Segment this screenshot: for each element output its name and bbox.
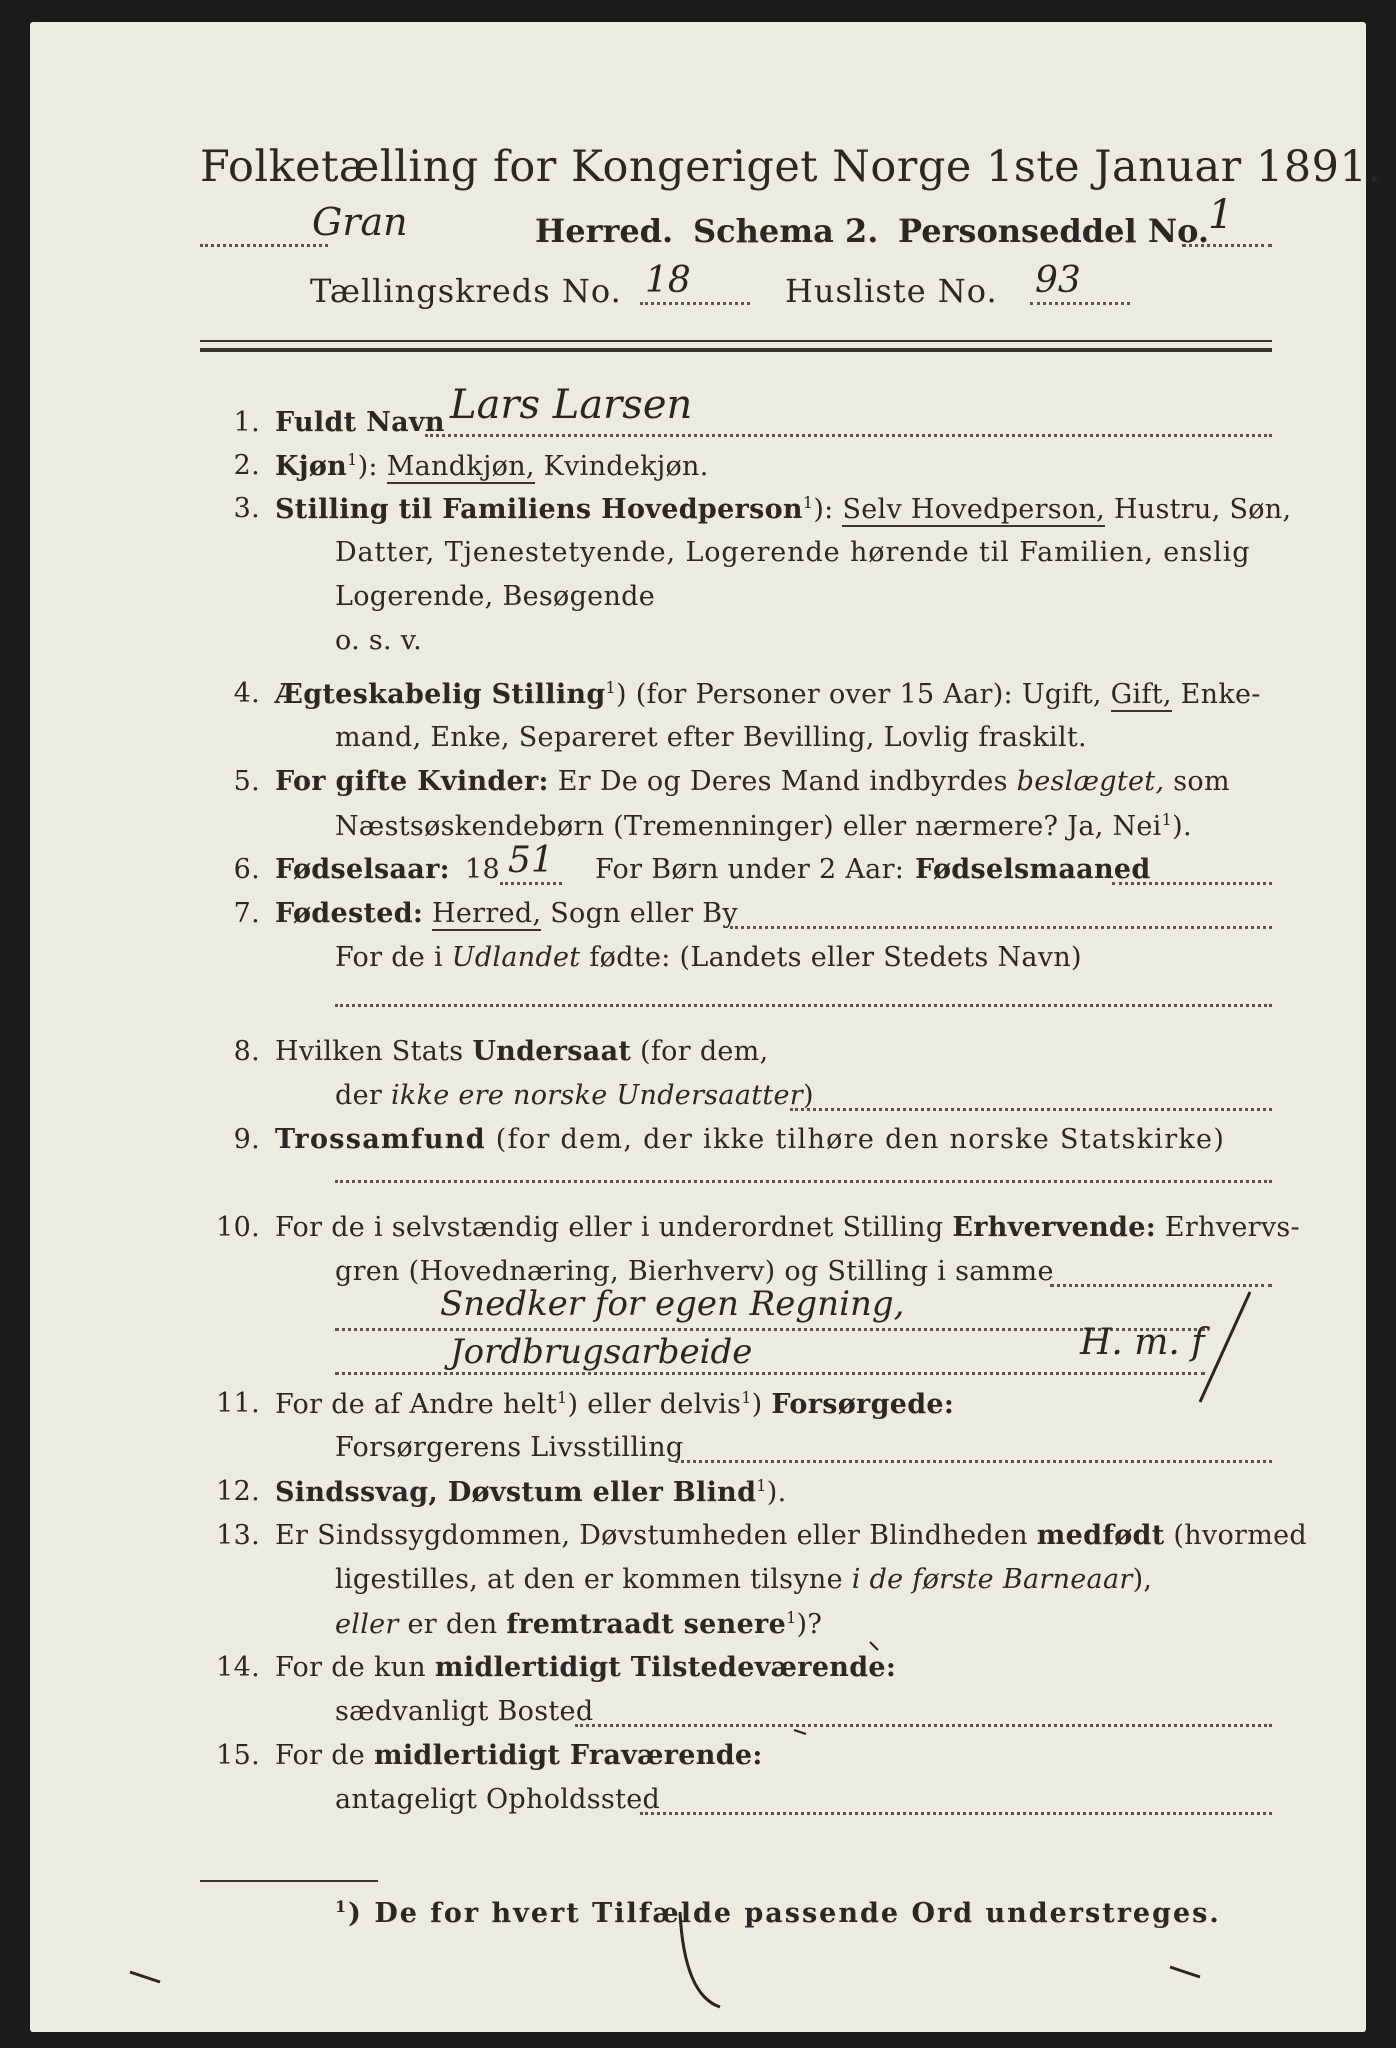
item-text: For de i bbox=[335, 942, 443, 973]
item-text-italic: ikke ere norske Undersaatter bbox=[390, 1080, 804, 1111]
item-label: Trossamfund bbox=[275, 1124, 486, 1155]
option: Kvindekjøn. bbox=[543, 451, 709, 482]
item-text: Forsørgerens Livsstilling bbox=[335, 1432, 684, 1463]
item-text: Hvilken Stats bbox=[275, 1036, 464, 1067]
item-text: Næstsøskendebørn (Tremenninger) eller nærmere? Ja, Nei bbox=[335, 811, 1162, 842]
item-text: For de kun bbox=[275, 1652, 426, 1683]
punct: ) bbox=[751, 1389, 763, 1420]
punct: ) bbox=[803, 1080, 814, 1111]
item-label: Sindssvag, Døvstum eller Blind bbox=[275, 1477, 757, 1508]
footnote-ref: 1 bbox=[756, 1476, 767, 1495]
item-number: 1. bbox=[233, 407, 260, 438]
item-text: ligestilles, at den er kommen tilsyne bbox=[335, 1564, 843, 1595]
item-text: Hustru, Søn, bbox=[1113, 494, 1292, 525]
item-text: (for dem, der ikke tilhøre den norske Statskirke) bbox=[495, 1124, 1226, 1155]
item-number: 13. bbox=[216, 1520, 260, 1551]
item-label: Fødested: bbox=[275, 898, 424, 929]
item-text: Enke- bbox=[1180, 679, 1261, 710]
item-text: gren (Hovednæring, Bierhverv) og Stilling i samme bbox=[335, 1256, 1054, 1287]
footnote-ref: 1 bbox=[802, 493, 814, 512]
punct: ): bbox=[813, 494, 834, 525]
option-underlined: Selv Hovedperson, bbox=[842, 494, 1106, 525]
option-underlined: Herred, bbox=[432, 898, 542, 929]
item-label: Erhvervende: bbox=[952, 1212, 1156, 1243]
pen-stroke bbox=[794, 1730, 806, 1734]
footnote-ref: 1 bbox=[786, 1608, 797, 1627]
schema-label: Schema 2. bbox=[693, 212, 879, 250]
item-text: fødte: (Landets eller Stedets Navn) bbox=[589, 942, 1082, 973]
item-label: medfødt bbox=[1036, 1520, 1165, 1551]
item-text: antageligt Opholdssted bbox=[335, 1784, 661, 1815]
pen-stroke bbox=[1170, 1967, 1200, 1977]
punct: ). bbox=[1172, 811, 1192, 842]
item-label: Ægteskabelig Stilling bbox=[275, 679, 606, 710]
item-text: o. s. v. bbox=[335, 625, 422, 656]
herred-label: Herred. bbox=[535, 212, 674, 250]
personseddel-value: 1 bbox=[1208, 192, 1234, 238]
form-title: Folketælling for Kongeriget Norge 1ste Januar 1891. bbox=[200, 142, 1382, 192]
item-number: 10. bbox=[216, 1212, 260, 1243]
item-label: midlertidigt Tilstedeværende: bbox=[434, 1652, 897, 1683]
husliste-label: Husliste No. bbox=[785, 272, 998, 310]
item-number: 9. bbox=[233, 1124, 260, 1155]
item-text: er den bbox=[407, 1609, 498, 1640]
full-name-value: Lars Larsen bbox=[450, 382, 693, 428]
item-text: Er De og Deres Mand indbyrdes bbox=[557, 766, 1008, 797]
item-number: 5. bbox=[233, 766, 260, 797]
footnote-ref: 1 bbox=[347, 450, 358, 469]
footnote-text: ) De for hvert Tilfælde passende Ord understreges. bbox=[348, 1898, 1221, 1929]
herred-value: Gran bbox=[312, 200, 408, 244]
item-label: Forsørgede: bbox=[771, 1389, 955, 1420]
punct: ), bbox=[1132, 1564, 1153, 1595]
footnote-ref: 1 bbox=[741, 1388, 752, 1407]
item-text: Erhvervs- bbox=[1164, 1212, 1300, 1243]
year-prefix: 18 bbox=[465, 854, 500, 885]
occupation-value-1: Snedker for egen Regning, bbox=[440, 1284, 905, 1324]
item-number: 7. bbox=[233, 898, 260, 929]
item-number: 4. bbox=[233, 678, 260, 709]
item-text: For de bbox=[275, 1740, 366, 1771]
item-number: 12. bbox=[216, 1476, 260, 1507]
item-number: 11. bbox=[216, 1388, 260, 1419]
footnote-ref: 1 bbox=[335, 1897, 349, 1916]
item-number: 6. bbox=[233, 854, 260, 885]
kreds-value: 18 bbox=[645, 260, 691, 301]
pen-marks bbox=[30, 22, 1382, 2032]
item-label: Fuldt Navn bbox=[275, 407, 445, 438]
item-number: 3. bbox=[233, 493, 260, 524]
option-underlined: Gift, bbox=[1110, 679, 1172, 710]
item-text-italic: eller bbox=[335, 1609, 399, 1640]
punct: ). bbox=[766, 1477, 787, 1508]
item-label: Undersaat bbox=[472, 1036, 632, 1067]
item-text-italic: beslægtet, bbox=[1016, 766, 1165, 797]
punct: )? bbox=[796, 1609, 823, 1640]
item-text-italic: i de første Barneaar bbox=[851, 1564, 1133, 1595]
item-text: Logerende, Besøgende bbox=[335, 581, 655, 612]
item-label: Fødselsmaaned bbox=[915, 854, 1151, 885]
item-text: For de i selvstændig eller i underordnet Stilling bbox=[275, 1212, 944, 1243]
item-label: Kjøn bbox=[275, 451, 348, 482]
footnote-ref: 1 bbox=[557, 1388, 568, 1407]
footnote-ref: 1 bbox=[605, 678, 616, 697]
punct: ): bbox=[357, 451, 378, 482]
item-text: For Børn under 2 Aar: bbox=[595, 854, 905, 885]
item-label: For gifte Kvinder: bbox=[275, 766, 549, 797]
item-text: For de af Andre helt bbox=[275, 1389, 558, 1420]
pen-stroke bbox=[1200, 1292, 1250, 1402]
item-text: Datter, Tjenestetyende, Logerende hørende til Familien, enslig bbox=[335, 537, 1251, 568]
item-text: (for dem, bbox=[640, 1036, 769, 1067]
birth-year-value: 51 bbox=[508, 840, 554, 881]
item-text: der bbox=[335, 1080, 383, 1111]
item-label: Fødselsaar: bbox=[275, 854, 450, 885]
item-text-italic: Udlandet bbox=[451, 942, 581, 973]
item-text: ) (for Personer over 15 Aar): Ugift, bbox=[616, 679, 1102, 710]
item-text: mand, Enke, Separeret efter Bevilling, Lovlig fraskilt. bbox=[335, 722, 1087, 753]
occupation-value-2: Jordbrugsarbeide bbox=[450, 1332, 753, 1372]
item-number: 14. bbox=[216, 1652, 260, 1683]
footnote-ref: 1 bbox=[1161, 810, 1173, 829]
pen-stroke bbox=[870, 1642, 878, 1650]
item-label: Stilling til Familiens Hovedperson bbox=[275, 494, 803, 525]
item-text: ) eller delvis bbox=[567, 1389, 742, 1420]
item-number: 2. bbox=[233, 450, 260, 481]
pen-stroke bbox=[130, 1972, 160, 1982]
item-text: Er Sindssygdommen, Døvstumheden eller Blindheden bbox=[275, 1520, 1028, 1551]
item-number: 15. bbox=[216, 1740, 260, 1771]
item-text: sædvanligt Bosted bbox=[335, 1696, 594, 1727]
occupation-note: H. m. f bbox=[1080, 1322, 1205, 1363]
census-form-page bbox=[30, 22, 1382, 2032]
item-number: 8. bbox=[233, 1036, 260, 1067]
personseddel-label: Personseddel No. bbox=[898, 212, 1209, 250]
pen-stroke bbox=[680, 1912, 720, 2007]
item-label: midlertidigt Fraværende: bbox=[373, 1740, 763, 1771]
option-underlined: Mandkjøn, bbox=[386, 451, 535, 482]
item-text: Sogn eller By bbox=[550, 898, 738, 929]
item-text: som bbox=[1173, 766, 1230, 797]
item-text: (hvormed bbox=[1173, 1520, 1307, 1551]
husliste-value: 93 bbox=[1035, 260, 1081, 301]
item-label: fremtraadt senere bbox=[506, 1609, 787, 1640]
kreds-label: Tællingskreds No. bbox=[310, 272, 622, 310]
